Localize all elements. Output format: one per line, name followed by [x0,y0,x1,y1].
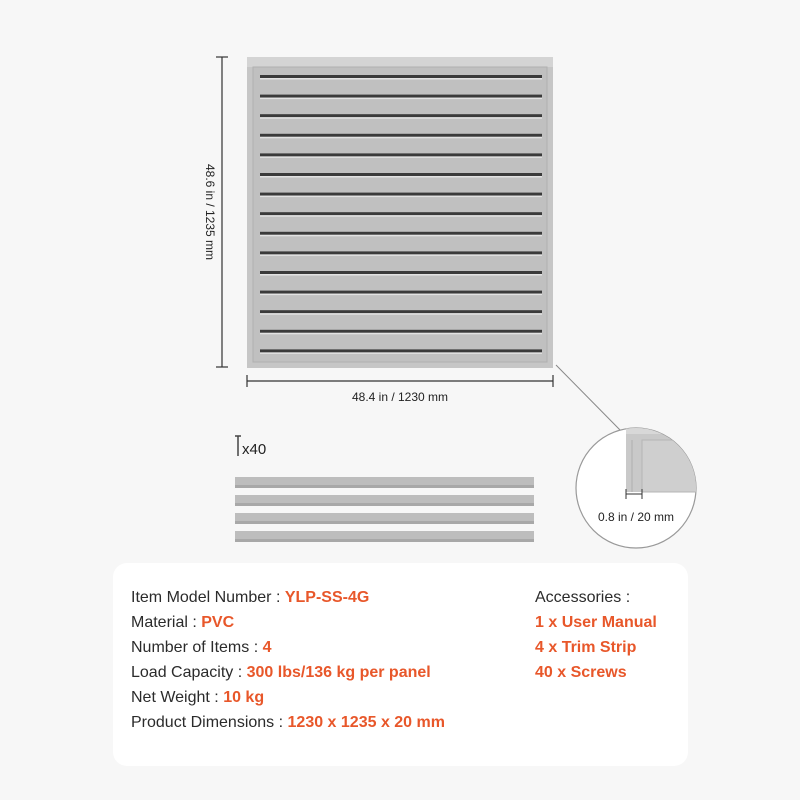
panel-slot-highlight [260,78,542,80]
panel-slot-highlight [260,117,542,119]
trim-strip [235,495,534,506]
panel-slot [260,95,542,98]
panel-slot [260,232,542,235]
spec-net-weight: Net Weight : 10 kg [131,689,265,706]
panel-slot-highlight [260,274,542,276]
accessory-item: 40 x Screws [535,664,627,681]
trim-strip [235,513,534,524]
slatwall-panel [247,57,553,368]
panel-slot-highlight [260,352,542,354]
spec-load-capacity: Load Capacity : 300 lbs/136 kg per panel [131,664,431,681]
spec-list [131,585,445,735]
panel-slot-highlight [260,196,542,198]
panel-slot-highlight [260,137,542,139]
panel-slot [260,75,542,78]
panel-slot-highlight [260,333,542,335]
accessories-list [535,585,657,685]
panel-slot-highlight [260,215,542,217]
thickness-label: 0.8 in / 20 mm [597,510,675,524]
panel-slot [260,173,542,176]
width-label: 48.4 in / 1230 mm [351,390,449,404]
panel-slot [260,114,542,117]
screw-icon [235,436,241,456]
spec-card [113,563,688,766]
panel-slot [260,291,542,294]
trim-strip [235,531,534,542]
spec-model: Item Model Number : YLP-SS-4G [131,589,370,606]
panel-slot [260,134,542,137]
spec-item-count: Number of Items : 4 [131,639,272,656]
panel-slot-highlight [260,156,542,158]
panel-slot-highlight [260,294,542,296]
panel-slot-highlight [260,98,542,100]
panel-slot [260,271,542,274]
panel-slot-highlight [260,254,542,256]
panel-slot-highlight [260,176,542,178]
panel-slot [260,330,542,333]
panel-slot [260,193,542,196]
height-dimension-line [216,57,228,367]
panel-slot-highlight [260,313,542,315]
accessory-item: 4 x Trim Strip [535,639,637,656]
panel-slot [260,310,542,313]
trim-strip [235,477,534,488]
spec-material: Material : PVC [131,614,235,631]
panel-slot [260,251,542,254]
panel-slot [260,349,542,352]
accessories-title: Accessories : [535,589,631,606]
height-label: 48.6 in / 1235 mm [203,163,217,261]
accessory-item: 1 x User Manual [535,614,657,631]
spec-dimensions: Product Dimensions : 1230 x 1235 x 20 mm [131,714,445,731]
panel-slot [260,153,542,156]
edge-detail-magnifier [576,426,706,548]
trim-strips [235,477,534,542]
width-dimension-line [247,375,553,387]
panel-slot [260,212,542,215]
panel-slot-highlight [260,235,542,237]
detail-callout-line [556,365,622,432]
screws-count-label: x40 [242,441,267,458]
